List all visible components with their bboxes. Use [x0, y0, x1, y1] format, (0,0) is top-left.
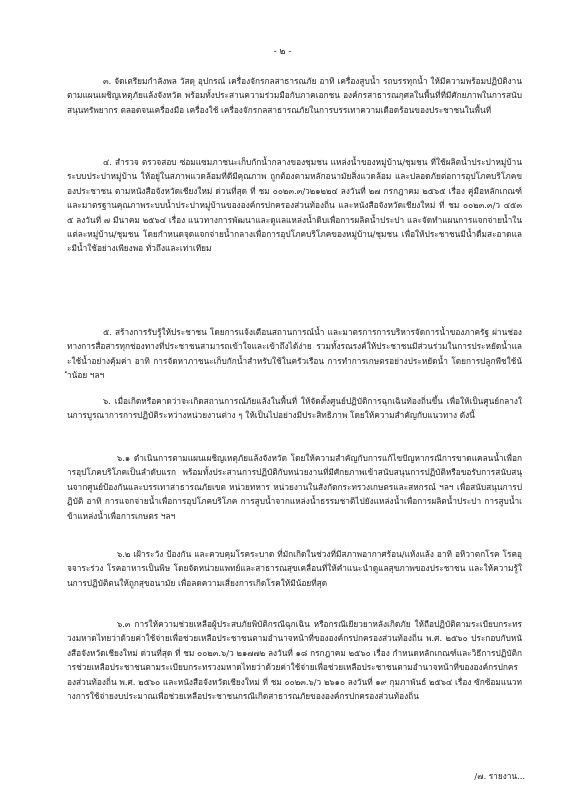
paragraph-5: ๕. สร้างการรับรู้ให้ประชาชน โดยการแจ้งเตือนสถานการณ์น้ำ และมาตรการการบริหารจัดการน้ำของภาครัฐ ผ่านช่องทางการสื่อสารทุกช่องทางที่ประชาชนสามารถเข้าใจและเข้าถึงได้ง่าย รวมทั้งรณรงค์ให้ประชาชนมีส่วนร่วมในการประหยัดน้ำและใช้น้ำอย่างคุ้มค่า อาทิ การจัดหาภาชนะเก็บกักน้ำสำหรับใช้ในครัวเรือน การทำการเกษตรอย่างประหยัดน้ำ โดยการปลูกพืชใช้น้ำน้อย ฯลฯ [67, 327, 522, 381]
paragraph-6-2: ๖.๒ เฝ้าระวัง ป้องกัน และควบคุมโรคระบาด ที่มักเกิดในช่วงที่มีสภาพอากาศร้อน/แห้งแล้ง อาทิ อหิวาตกโรค โรคอุจจาระร่วง โรคอาหารเป็นพิษ โดยจัดหน่วยแพทย์และสาธารณสุขเคลื่อนที่ให้คำแนะนำดูแลสุขภาพของประชาชน และให้ความรู้ในการปฏิบัติตนให้ถูกสุขอนามัย เพื่อลดความเสี่ยงการเกิดโรคให้มีน้อยที่สุด [67, 549, 522, 588]
paragraph-6-3: ๖.๓ การให้ความช่วยเหลือผู้ประสบภัยพิบัติกรณีฉุกเฉิน หรือกรณีเยียวยาหลังเกิดภัย ให้ถือปฏิบัติตามระเบียบกระทรวงมหาดไทยว่าด้วยค่าใช้จ่ายเพื่อช่วยเหลือประชาชนตามอำนาจหน้าที่ขององค์กรปกครองส่วนท้องถิ่น พ.ศ. ๒๕๖๐ ประกอบกับหนังสือจังหวัดเชียงใหม่ ด่วนที่สุด ที่ ชม ๐๐๒๓.๖/ว ๒๑๗๗๒ ลงวันที่ ๑๘ กรกฎาคม ๒๕๖๐ เรื่อง กำหนดหลักเกณฑ์และวิธีการปฏิบัติการช่วยเหลือประชาชนตามระเบียบกระทรวงมหาดไทยว่าด้วยค่าใช้จ่ายเพื่อช่วยเหลือประชาชนตามอำนาจหน้าที่ขององค์กรปกครองส่วนท้องถิ่น พ.ศ. ๒๕๖๐ และหนังสือจังหวัดเชียงใหม่ ที่ ชม ๐๐๒๓.๖/ว ๒๖๑๐ ลงวันที่ ๑๙ กุมภาพันธ์ ๒๕๖๔ เรื่อง ซักซ้อมแนวทางการใช้จ่ายงบประมาณเพื่อช่วยเหลือประชาชนกรณีเกิดสาธารณภัยขององค์กรปกครองส่วนท้องถิ่น [67, 619, 522, 702]
paragraph-4: ๔. สำรวจ ตรวจสอบ ซ่อมแซมภาชนะเก็บกักน้ำกลางของชุมชน แหล่งน้ำของหมู่บ้าน/ชุมชน ที่ใช้ผลิตน้ำประปาหมู่บ้าน ระบบประปาหมู่บ้าน ให้อยู่ในสภาพแวดล้อมที่ดีมีคุณภาพ ถูกต้องตามหลักอนามัยสิ่งแวดล้อม และปลอดภัยต่อการอุปโภคบริโภคของประชาชน ตามหนังสือจังหวัดเชียงใหม่ ด่วนที่สุด ที่ ชม ๐๐๒๓.๓/ว๒๑๒๒๔ ลงวันที่ ๒๗ กรกฎาคม ๒๕๖๕ เรื่อง คู่มือหลักเกณฑ์และมาตรฐานคุณภาพระบบน้ำประปาหมู่บ้านขององค์กรปกครองส่วนท้องถิ่น และหนังสือจังหวัดเชียงใหม่ ที่ ชม ๐๐๒๓.๓/ว ๔๕๓๕ ลงวันที่ ๗ มีนาคม ๒๕๖๔ เรื่อง แนวทางการพัฒนาและดูแลแหล่งน้ำดิบเพื่อการผลิตน้ำประปา และจัดทำแผนการแจกจ่ายน้ำในแต่ละหมู่บ้าน/ชุมชน โดยกำหนดจุดแจกจ่ายน้ำกลางเพื่อการอุปโภคบริโภคของหมู่บ้าน/ชุมชน เพื่อให้ประชาชนมีน้ำดื่มสะอาดและมีน้ำใช้อย่างเพียงพอ ทั่วถึงและเท่าเทียม [67, 157, 522, 254]
paragraph-6: ๖. เมื่อเกิดหรือคาดว่าจะเกิดสถานการณ์ภัยแล้งในพื้นที่ ให้จัดตั้งศูนย์ปฏิบัติการฉุกเฉินท้องถิ่นขึ้น เพื่อให้เป็นศูนย์กลางในการบูรณาการการปฏิบัติระหว่างหน่วยงานต่าง ๆ ให้เป็นไปอย่างมีประสิทธิภาพ โดยให้ความสำคัญกับแนวทาง ดังนี้ [67, 396, 522, 421]
paragraph-3: ๓. จัดเตรียมกำลังพล วัสดุ อุปกรณ์ เครื่องจักรกลสาธารณภัย อาทิ เครื่องสูบน้ำ รถบรรทุกน้ำ ให้มีความพร้อมปฏิบัติงานตามแผนเผชิญเหตุภัยแล้งจังหวัด พร้อมทั้งประสานความร่วมมือกับภาคเอกชน องค์กรสาธารณกุศลในพื้นที่ที่มีศักยภาพในการสนับสนุนทรัพยากร ตลอดจนเครื่องมือ เครื่องใช้ เครื่องจักรกลสาธารณภัยในการบรรเทาความเดือดร้อนของประชาชนในพื้นที่ [67, 76, 522, 115]
page-number: - ๒ - [273, 47, 292, 57]
continuation-marker: /๗. รายงาน... [474, 771, 525, 781]
paragraph-6-1: ๖.๑ ดำเนินการตามแผนเผชิญเหตุภัยแล้งจังหวัด โดยให้ความสำคัญกับการแก้ไขปัญหากรณีการขาดแคลนน้ำเพื่อการอุปโภคบริโภคเป็นลำดับแรก พร้อมทั้งประสานการปฏิบัติกับหน่วยงานที่มีศักยภาพเข้าสนับสนุนการปฏิบัติหรือขอรับการสนับสนุนจากศูนย์ป้องกันและบรรเทาสาธารณภัยเขต หน่วยทหาร หน่วยงานในสังกัดกระทรวงเกษตรและสหกรณ์ ฯลฯ เพื่อสนับสนุนการปฏิบัติ อาทิ การแจกจ่ายน้ำเพื่อการอุปโภคบริโภค การสูบน้ำจากแหล่งน้ำธรรมชาติไปยังแหล่งน้ำเพื่อการผลิตน้ำประปา การสูบน้ำเข้าแหล่งน้ำเพื่อการเกษตร ฯลฯ [67, 453, 522, 521]
